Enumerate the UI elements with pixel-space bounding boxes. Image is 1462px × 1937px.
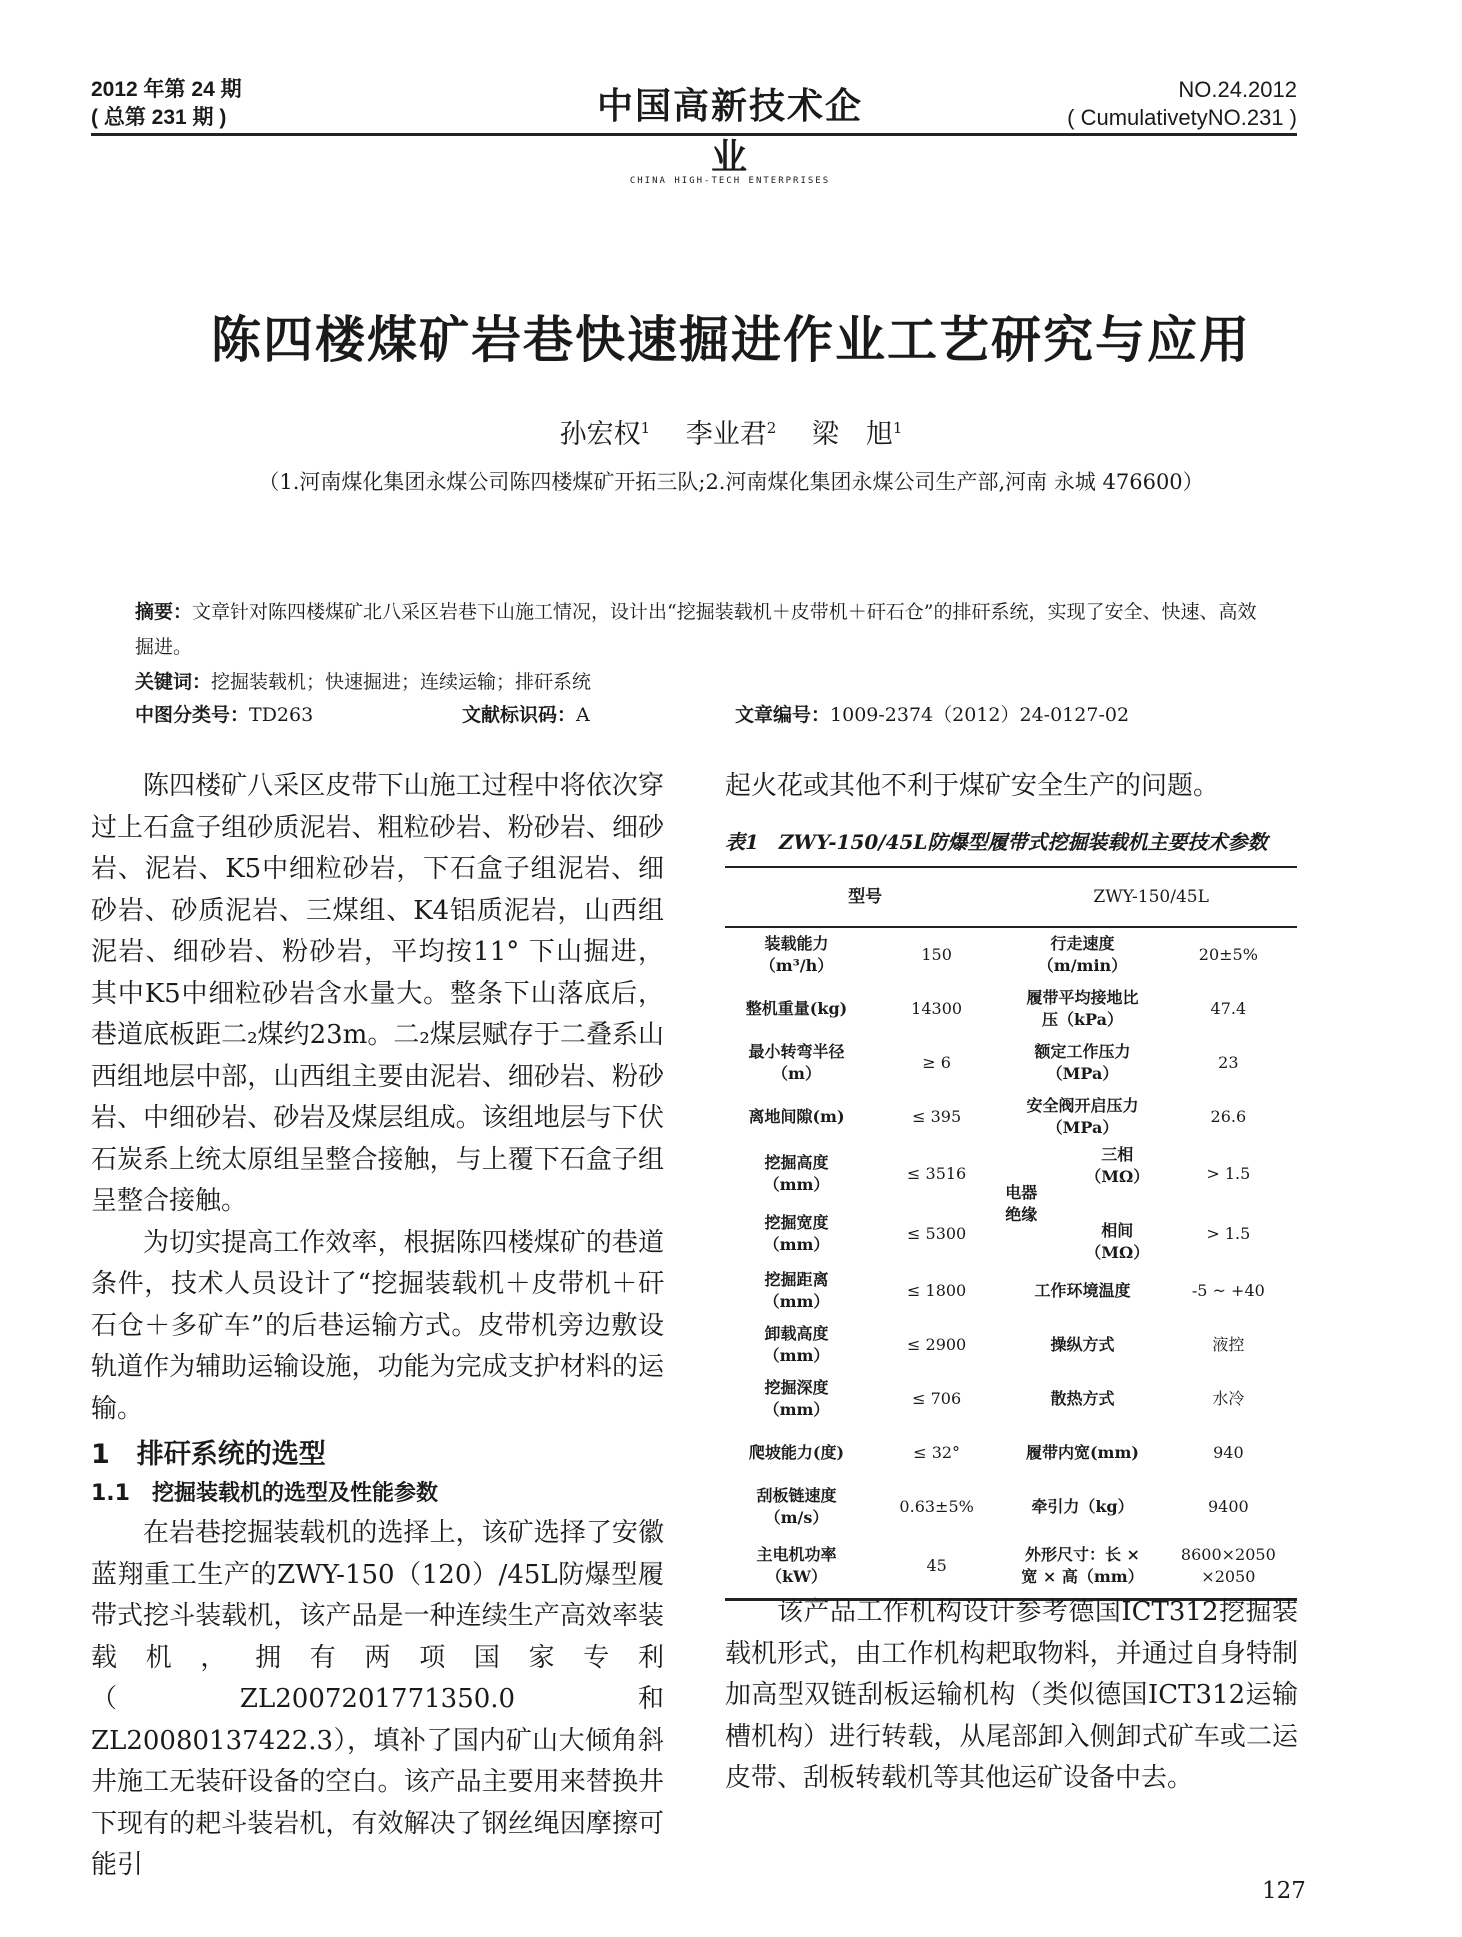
param-value: ≤ 32° <box>913 1443 961 1462</box>
table-row <box>725 1264 1297 1318</box>
param-value: ≤ 3516 <box>907 1164 967 1183</box>
author: 孙宏权 <box>559 419 641 450</box>
author-sup: 1 <box>892 419 903 437</box>
doc-code-info <box>462 700 590 727</box>
table-caption: 表1 ZWY-150/45L防爆型履带式挖掘装载机主要技术参数 <box>725 830 1268 854</box>
paragraph: 在岩巷挖掘装载机的选择上，该矿选择了安徽蓝翔重工生产的ZWY-150（120）/45L防爆型履带式挖斗装载机，该产品是一种连续生产高效率装载机，拥有两项国家专利（ZL2007201771350.0和ZL20080137422.3），填补了国内矿山大倾角斜井施工无装矸设备的空白。该产品主要用来替换井下现有的耙斗装岩机，有效解决了钢丝绳因摩擦可能引 <box>91 1518 664 1880</box>
param-name: 离地间隙(m) <box>748 1107 845 1126</box>
abstract-label: 摘要： <box>135 601 193 623</box>
article-no-label: 文章编号： <box>735 704 831 726</box>
param-value: ≤ 1800 <box>907 1281 967 1300</box>
param-name: 装载能力 （m³/h） <box>759 934 834 975</box>
paragraph: 陈四楼矿八采区皮带下山施工过程中将依次穿过上石盒子组砂质泥岩、粗粒砂岩、粉砂岩、细砂岩、泥岩、K5中细粒砂岩，下石盒子组泥岩、细砂岩、砂质泥岩、三煤组、K4铝质泥岩，山西组泥岩、细砂岩、粉砂岩，平均按11° 下山掘进，其中K5中细粒砂岩含水量大。整条下山落底后，巷道底板距二₂煤约23m。二₂煤层赋存于二叠系山西组地层中部，山西组主要由泥岩、细砂岩、粉砂岩、中细砂岩、砂岩及煤层组成。该组地层与下伏石炭系上统太原组呈整合接触，与上覆下石盒子组呈整合接触。 <box>91 771 664 1216</box>
right-column-top <box>725 766 1298 808</box>
param-value: ≤ 5300 <box>907 1224 967 1243</box>
abstract-text: 文章针对陈四楼煤矿北八采区岩巷下山施工情况，设计出“挖掘装载机＋皮带机＋矸石仓”的排矸系统，实现了安全、快速、高效掘进。 <box>135 601 1257 658</box>
param-value: 940 <box>1213 1443 1244 1462</box>
param-name: 挖掘高度 （mm） <box>763 1153 830 1194</box>
param-value: 14300 <box>911 999 963 1018</box>
param-value: 8600×2050 ×2050 <box>1160 1534 1297 1600</box>
param-value: 液控 <box>1212 1335 1245 1354</box>
affiliation: （1.河南煤化集团永煤公司陈四楼煤矿开拓三队;2.河南煤化集团永煤公司生产部,河南 永城 476600） <box>258 470 1204 494</box>
subsection-heading: 1.1 挖掘装载机的选型及性能参数 <box>91 1481 438 1506</box>
left-column <box>91 766 664 1887</box>
insulation-label: 电器 绝缘 <box>1005 1183 1038 1224</box>
param-value: 26.6 <box>1210 1107 1247 1126</box>
param-value: ≤ 2900 <box>907 1335 967 1354</box>
journal-name-cn: 中国高新技术企业 <box>596 85 863 178</box>
author: 李业君 <box>685 419 767 450</box>
table-header-row <box>725 867 1297 927</box>
param-name: 操纵方式 <box>1050 1335 1115 1354</box>
param-value: > 1.5 <box>1206 1164 1251 1183</box>
param-name: 安全阀开启压力 （MPa） <box>1026 1096 1139 1137</box>
clc-info <box>135 700 313 727</box>
header-rule <box>91 133 1297 136</box>
param-name: 挖掘深度 （mm） <box>763 1378 830 1419</box>
page-number: 127 <box>1262 1878 1306 1904</box>
param-name: 最小转弯半径 （m） <box>748 1042 845 1083</box>
doc-code-label: 文献标识码： <box>462 704 577 726</box>
param-value: ≤ 395 <box>912 1107 962 1126</box>
param-name: 整机重量(kg) <box>745 999 848 1018</box>
paragraph: 为切实提高工作效率，根据陈四楼煤矿的巷道条件，技术人员设计了“挖掘装载机＋皮带机＋矸石仓＋多矿车”的后巷运输方式。皮带机旁边敷设轨道作为辅助运输设施，功能为完成支护材料的运输。 <box>91 1227 664 1424</box>
param-name: 散热方式 <box>1050 1389 1115 1408</box>
clc-value: TD263 <box>249 704 314 726</box>
paragraph: 该产品工作机构设计参考德国ICT312挖掘装载机形式，由工作机构耙取物料，并通过自身特制加高型双链刮板运输机构（类似德国ICT312运输槽机构）进行转载，从尾部卸入侧卸式矿车或二运皮带、刮板转载机等其他运矿设备中去。 <box>725 1597 1298 1793</box>
journal-name-en: CHINA HIGH-TECH ENTERPRISES <box>629 176 831 186</box>
cumulative-number-en: ( CumulativetyNO.231 ) <box>1067 105 1297 130</box>
article-no-info <box>735 700 1129 727</box>
param-value: 9400 <box>1207 1497 1249 1516</box>
table-row <box>725 1426 1297 1480</box>
param-name: 挖掘宽度 （mm） <box>763 1213 830 1254</box>
param-name: 相间 （MΩ） <box>1085 1221 1150 1262</box>
issue-info-en <box>1067 76 1297 132</box>
table-row <box>725 1036 1297 1090</box>
param-name: 工作环境温度 <box>1034 1281 1131 1300</box>
author: 梁 旭 <box>811 419 893 450</box>
header-cell: 型号 <box>725 867 1005 927</box>
param-value: -5 ~ +40 <box>1191 1281 1265 1300</box>
param-value: 0.63±5% <box>899 1497 974 1516</box>
right-column-bottom <box>725 1592 1298 1800</box>
paragraph: 起火花或其他不利于煤矿安全生产的问题。 <box>725 771 1220 801</box>
table-row <box>725 982 1297 1036</box>
table-row <box>725 1318 1297 1372</box>
param-value: > 1.5 <box>1206 1224 1251 1243</box>
param-value: 150 <box>921 945 952 964</box>
cumulative-number: ( 总第 231 期 ) <box>91 106 227 129</box>
doc-code-value: A <box>576 704 590 726</box>
spec-table <box>725 866 1297 1601</box>
issue-number: 2012 年第 24 期 <box>91 78 242 101</box>
param-name: 主电机功率 （kW） <box>725 1534 868 1600</box>
param-value: 水冷 <box>1212 1389 1245 1408</box>
param-name: 挖掘距离 （mm） <box>763 1270 830 1311</box>
table-row <box>725 1372 1297 1426</box>
param-value: ≥ 6 <box>922 1053 951 1072</box>
param-name: 牵引力（kg） <box>1031 1497 1134 1516</box>
author-sup: 1 <box>640 419 651 437</box>
param-name: 额定工作压力 （MPa） <box>1034 1042 1131 1083</box>
journal-logo <box>580 78 880 186</box>
table-row <box>725 927 1297 982</box>
paper-title: 陈四楼煤矿岩巷快速掘进作业工艺研究与应用 <box>211 310 1251 369</box>
table-row <box>725 1144 1297 1204</box>
param-name: 履带平均接地比 压（kPa） <box>1026 988 1139 1029</box>
param-name: 卸载高度 （mm） <box>763 1324 830 1365</box>
param-name: 履带内宽(mm) <box>1025 1443 1139 1462</box>
param-name: 行走速度 （m/min） <box>1037 934 1128 975</box>
param-value: 45 <box>868 1534 1005 1600</box>
keywords-label: 关键词： <box>135 671 212 693</box>
param-name: 外形尺寸：长 × 宽 × 高（mm） <box>1005 1534 1159 1600</box>
param-value: 47.4 <box>1210 999 1247 1018</box>
param-value: 20±5% <box>1198 945 1258 964</box>
param-value: ≤ 706 <box>912 1389 962 1408</box>
section-heading: 1 排矸系统的选型 <box>91 1439 326 1470</box>
param-name: 三相 （MΩ） <box>1085 1145 1150 1186</box>
param-value: 23 <box>1218 1053 1239 1072</box>
table-row <box>725 1090 1297 1144</box>
abstract <box>135 595 1265 700</box>
table-row <box>725 1534 1297 1600</box>
header-cell: ZWY-150/45L <box>1005 867 1297 927</box>
clc-label: 中图分类号： <box>135 704 250 726</box>
param-name: 刮板链速度 （m/s） <box>756 1486 837 1527</box>
issue-info <box>91 76 242 132</box>
issue-number-en: NO.24.2012 <box>1178 77 1297 102</box>
keywords: 挖掘装载机；快速掘进；连续运输；排矸系统 <box>211 671 592 693</box>
author-list <box>0 412 1462 451</box>
insulation-group-label <box>1005 1144 1159 1264</box>
author-sup: 2 <box>766 419 777 437</box>
article-no-value: 1009-2374（2012）24-0127-02 <box>830 704 1130 726</box>
param-name: 爬坡能力(度) <box>748 1443 845 1462</box>
table-row <box>725 1480 1297 1534</box>
